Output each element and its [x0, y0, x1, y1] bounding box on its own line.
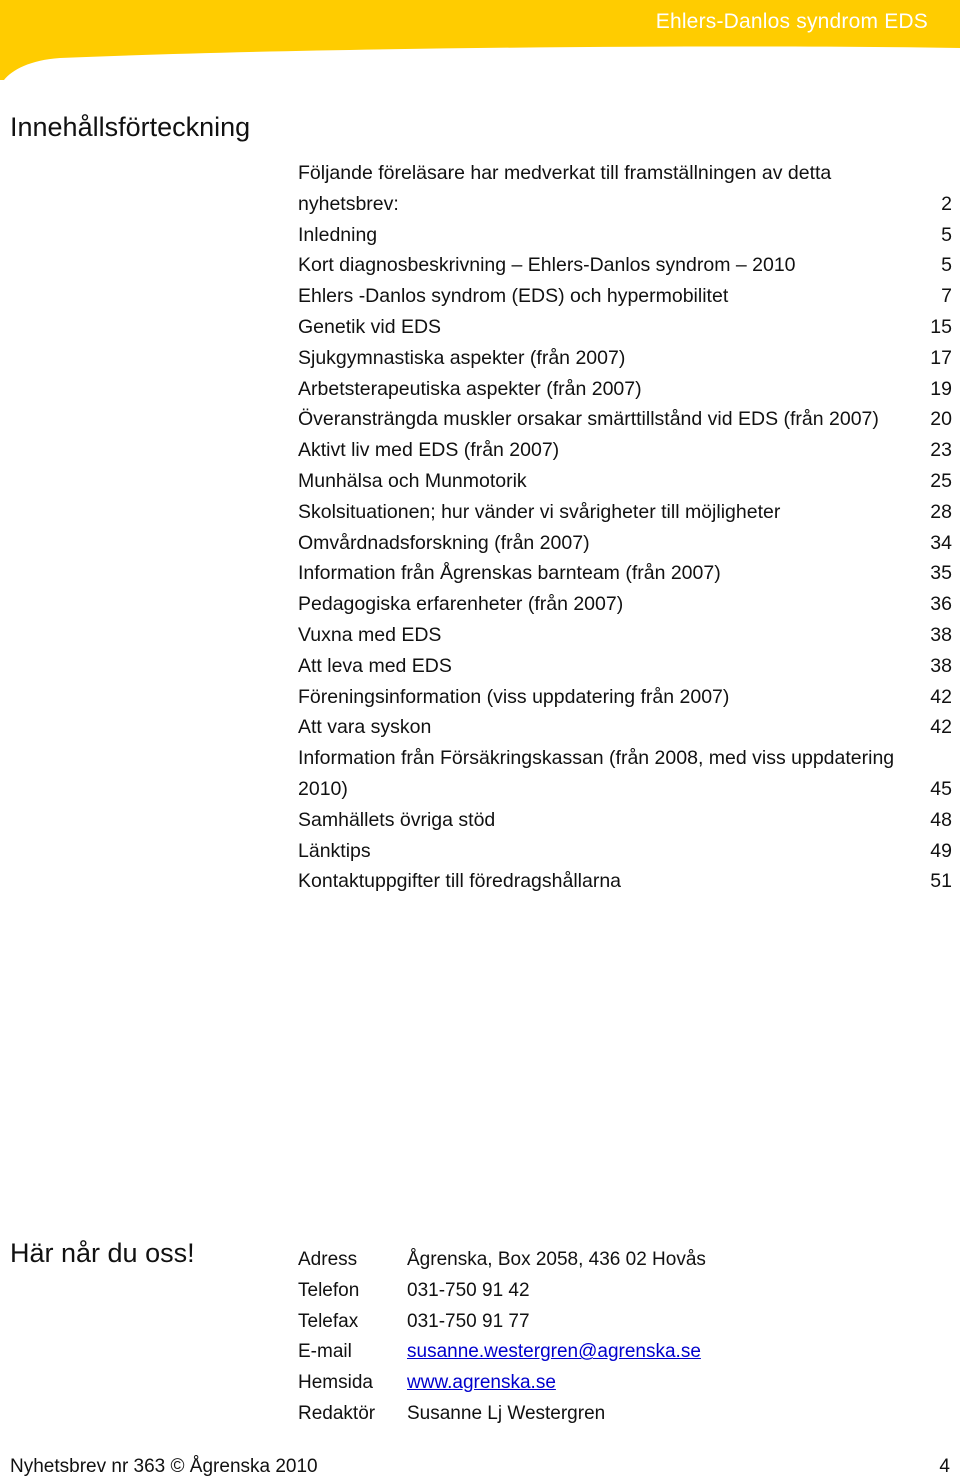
toc-entry[interactable]: [298, 805, 952, 836]
toc-entry[interactable]: [298, 312, 952, 343]
toc-entry[interactable]: [298, 836, 952, 867]
toc-entry-page: 19: [930, 377, 952, 400]
toc-entry-title: Ehlers -Danlos syndrom (EDS) och hypermobilitet: [298, 285, 729, 308]
toc-entry-title: Information från Ågrenskas barnteam (från 2007): [298, 562, 721, 585]
toc-entry-title: Kort diagnosbeskrivning – Ehlers-Danlos syndrom – 2010: [298, 254, 796, 277]
toc-entry-title: Föreningsinformation (viss uppdatering från 2007): [298, 685, 730, 708]
toc-entry[interactable]: [298, 158, 952, 220]
toc-entry-page: 45: [930, 777, 952, 800]
toc-entry[interactable]: [298, 466, 952, 497]
contact-label: Hemsida: [298, 1372, 373, 1394]
toc-entry-title: Vuxna med EDS: [298, 623, 442, 646]
toc-entry[interactable]: [298, 651, 952, 682]
toc-entry[interactable]: [298, 682, 952, 713]
toc-entry[interactable]: [298, 866, 952, 897]
toc-entry-page: 28: [930, 500, 952, 523]
contact-value: Susanne Lj Westergren: [407, 1402, 606, 1424]
toc-entry[interactable]: [298, 343, 952, 374]
toc-entry-title: Att leva med EDS: [298, 654, 452, 677]
toc-entry-title: Arbetsterapeutiska aspekter (från 2007): [298, 377, 642, 400]
toc-entry[interactable]: [298, 220, 952, 251]
toc-entry-title: Följande föreläsare har medverkat till framställningen av detta: [298, 162, 832, 184]
toc-entry-title: Munhälsa och Munmotorik: [298, 469, 527, 492]
toc-entry-title: Inledning: [298, 223, 378, 246]
contact-row-address: [298, 1245, 706, 1276]
contact-label: Telefax: [298, 1310, 359, 1332]
toc-entry[interactable]: [298, 374, 952, 405]
toc-entry-page: 38: [930, 623, 952, 646]
contact-label: Telefon: [298, 1279, 360, 1301]
toc-entry[interactable]: [298, 620, 952, 651]
toc-entry-page: 7: [941, 285, 952, 308]
toc-heading: Innehållsförteckning: [10, 112, 251, 142]
toc-entry-page: 36: [930, 593, 952, 616]
toc-entry[interactable]: [298, 712, 952, 743]
table-of-contents: [298, 158, 952, 897]
toc-entry-title: Pedagogiska erfarenheter (från 2007): [298, 593, 624, 616]
toc-entry-title-cont: nyhetsbrev:: [298, 192, 399, 215]
toc-entry[interactable]: [298, 589, 952, 620]
toc-entry-page: 49: [930, 839, 952, 862]
contact-value: Ågrenska, Box 2058, 436 02 Hovås: [407, 1249, 706, 1270]
toc-entry-title: Kontaktuppgifter till föredragshållarna: [298, 870, 622, 893]
contact-value: 031-750 91 42: [407, 1279, 530, 1301]
page-number: 4: [939, 1456, 950, 1477]
toc-entry-page: 34: [930, 531, 952, 554]
toc-entry-page: 42: [930, 716, 952, 739]
toc-entry-page: 5: [941, 254, 952, 277]
toc-entry-page: 42: [930, 685, 952, 708]
toc-entry-page: 51: [930, 870, 952, 893]
toc-entry-page: 25: [930, 469, 952, 492]
website-link[interactable]: www.agrenska.se: [407, 1372, 556, 1394]
footer-text: Nyhetsbrev nr 363 © Ågrenska 2010: [10, 1456, 318, 1477]
toc-entry-title: Information från Försäkringskassan (från 2008, med viss uppdatering: [298, 747, 895, 770]
contact-row-fax: [298, 1307, 706, 1338]
email-link[interactable]: susanne.westergren@agrenska.se: [407, 1341, 701, 1363]
contact-row-phone: [298, 1276, 706, 1307]
toc-entry[interactable]: [298, 497, 952, 528]
contact-info: [298, 1245, 706, 1430]
toc-entry-title: Länktips: [298, 839, 371, 862]
toc-entry[interactable]: [298, 404, 952, 435]
contact-label: Adress: [298, 1249, 358, 1270]
toc-entry[interactable]: [298, 281, 952, 312]
toc-entry-page: 20: [930, 408, 952, 431]
toc-entry-title: Samhällets övriga stöd: [298, 808, 496, 831]
toc-entry-page: 35: [930, 562, 952, 585]
toc-entry-page: 2: [941, 192, 952, 215]
toc-entry-title: Överansträngda muskler orsakar smärttillstånd vid EDS (från 2007): [298, 408, 879, 431]
toc-entry-title-cont: 2010): [298, 777, 348, 800]
header-title: Ehlers-Danlos syndrom EDS: [655, 10, 928, 33]
toc-entry-title: Genetik vid EDS: [298, 315, 442, 338]
toc-entry-title: Aktivt liv med EDS (från 2007): [298, 439, 560, 462]
contact-label: E-mail: [298, 1341, 352, 1363]
toc-entry-title: Sjukgymnastiska aspekter (från 2007): [298, 346, 626, 369]
toc-entry-title: Omvårdnadsforskning (från 2007): [298, 531, 590, 554]
contact-heading: Här når du oss!: [10, 1238, 195, 1268]
contact-label: Redaktör: [298, 1402, 376, 1424]
toc-entry-page: 23: [930, 439, 952, 462]
toc-entry-title: Skolsituationen; hur vänder vi svårigheter till möjligheter: [298, 500, 781, 523]
toc-entry[interactable]: [298, 528, 952, 559]
toc-entry-title: Att vara syskon: [298, 716, 432, 739]
contact-value: 031-750 91 77: [407, 1310, 530, 1332]
contact-row-editor: [298, 1399, 706, 1430]
toc-entry-page: 38: [930, 654, 952, 677]
toc-entry-page: 48: [930, 808, 952, 831]
contact-row-website: [298, 1368, 706, 1399]
toc-entry-page: 15: [930, 315, 952, 338]
toc-entry-page: 17: [930, 346, 952, 369]
contact-row-email: [298, 1337, 706, 1368]
toc-entry[interactable]: [298, 435, 952, 466]
toc-entry[interactable]: [298, 250, 952, 281]
toc-entry[interactable]: [298, 743, 952, 805]
toc-entry-page: 5: [941, 223, 952, 246]
header-banner: [0, 0, 960, 80]
toc-entry[interactable]: [298, 558, 952, 589]
